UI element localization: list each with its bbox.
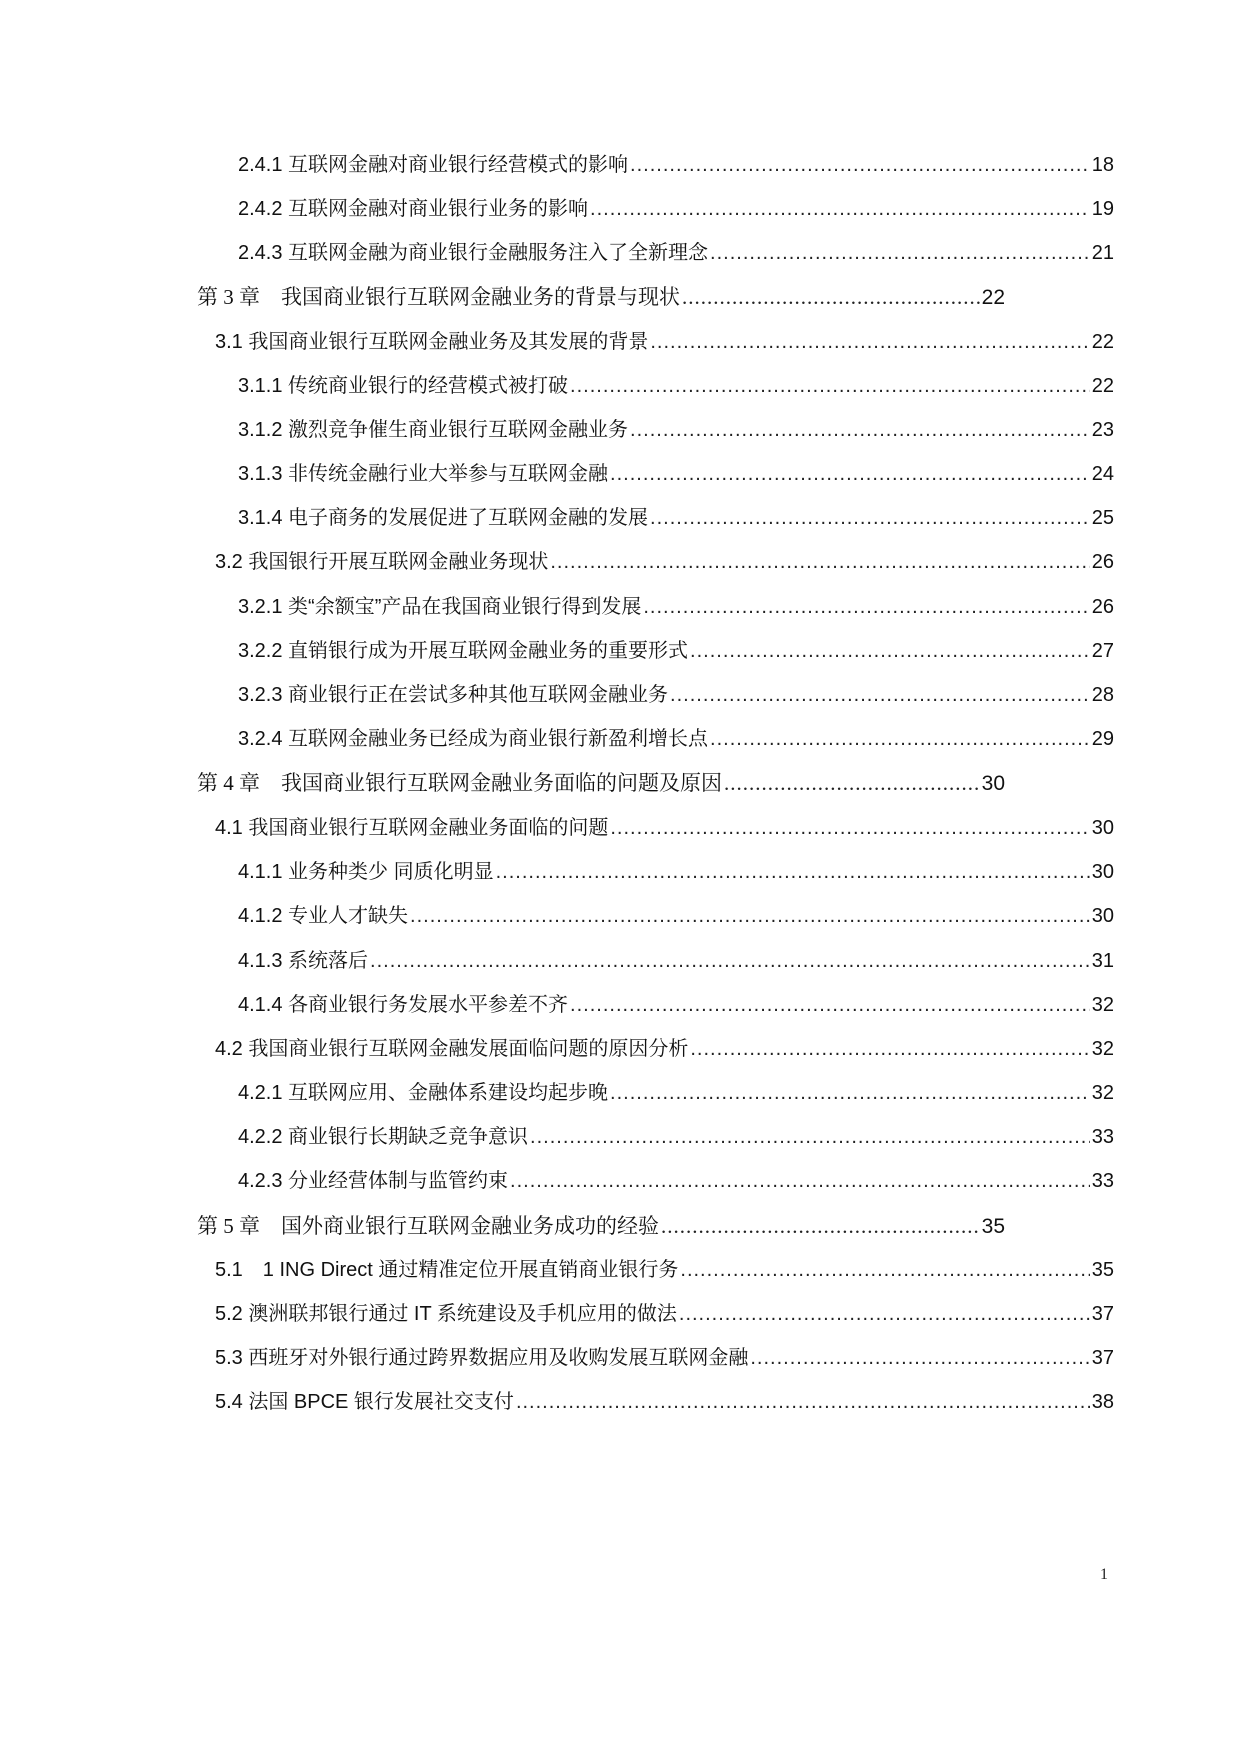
toc-entry-title: 4.1.4 各商业银行务发展水平参差不齐	[238, 994, 569, 1016]
toc-dot-leader	[410, 901, 1090, 931]
toc-entry-title: 3.1 我国商业银行互联网金融业务及其发展的背景	[215, 331, 649, 353]
toc-entry[interactable]	[215, 327, 1114, 357]
toc-entry[interactable]	[238, 857, 1114, 887]
toc-entry-page: 32	[1091, 1038, 1114, 1060]
toc-dot-leader	[679, 1299, 1090, 1329]
toc-dot-leader	[496, 857, 1090, 887]
toc-chapter-page: 35	[981, 1215, 1005, 1238]
toc-entry[interactable]	[238, 901, 1114, 931]
toc-dot-leader	[370, 946, 1090, 976]
toc-entry[interactable]	[215, 547, 1114, 577]
toc-entry-title: 3.1.1 传统商业银行的经营模式被打破	[238, 375, 569, 397]
page-number: 1	[1100, 1566, 1108, 1583]
toc-entry-page: 32	[1091, 994, 1114, 1016]
toc-entry[interactable]	[215, 1343, 1114, 1373]
toc-entry[interactable]	[238, 150, 1114, 180]
toc-entry-page: 38	[1091, 1391, 1114, 1413]
toc-dot-leader	[710, 238, 1090, 268]
toc-entry[interactable]	[238, 946, 1114, 976]
toc-entry-page: 30	[1091, 817, 1114, 839]
toc-entry[interactable]	[215, 1299, 1114, 1329]
toc-chapter-page: 30	[981, 772, 1005, 795]
toc-entry[interactable]	[238, 1166, 1114, 1196]
toc-entry-title: 4.2 我国商业银行互联网金融发展面临问题的原因分析	[215, 1038, 689, 1060]
toc-entry-page: 22	[1091, 331, 1114, 353]
toc-entry-page: 31	[1091, 950, 1114, 972]
toc-dot-leader	[724, 768, 980, 798]
toc-entry-page: 28	[1091, 684, 1114, 706]
toc-dot-leader	[650, 327, 1089, 357]
toc-entry[interactable]	[238, 1078, 1114, 1108]
toc-entry[interactable]	[238, 636, 1114, 666]
toc-entry[interactable]	[215, 1387, 1114, 1417]
toc-entry[interactable]	[238, 503, 1114, 533]
toc-entry[interactable]	[238, 724, 1114, 754]
toc-entry-page: 19	[1091, 198, 1114, 220]
toc-dot-leader	[610, 459, 1090, 489]
toc-entry-title: 5.3 西班牙对外银行通过跨界数据应用及收购发展互联网金融	[215, 1347, 749, 1369]
toc-dot-leader	[680, 1255, 1089, 1285]
toc-entry-title: 4.1.3 系统落后	[238, 950, 369, 972]
toc-entry-page: 33	[1091, 1126, 1114, 1148]
toc-entry[interactable]	[238, 459, 1114, 489]
toc-entry-page: 35	[1091, 1259, 1114, 1281]
toc-dot-leader	[570, 990, 1090, 1020]
toc-dot-leader	[690, 1034, 1089, 1064]
toc-dot-leader	[630, 150, 1090, 180]
toc-entry[interactable]	[238, 1122, 1114, 1152]
toc-entry-page: 26	[1091, 596, 1114, 618]
toc-entry-title: 3.2.4 互联网金融业务已经成为商业银行新盈利增长点	[238, 728, 709, 750]
toc-entry-page: 30	[1091, 905, 1114, 927]
toc-entry-page: 22	[1091, 375, 1114, 397]
toc-entry-title: 5.2 澳洲联邦银行通过 IT 系统建设及手机应用的做法	[215, 1303, 677, 1325]
toc-dot-leader	[630, 415, 1090, 445]
toc-entry-title: 3.1.3 非传统金融行业大举参与互联网金融	[238, 463, 609, 485]
toc-dot-leader	[661, 1211, 980, 1241]
toc-entry-title: 4.2.3 分业经营体制与监管约束	[238, 1170, 509, 1192]
toc-entry-page: 26	[1091, 551, 1114, 573]
toc-dot-leader	[570, 371, 1090, 401]
toc-entry-title: 4.2.2 商业银行长期缺乏竞争意识	[238, 1126, 529, 1148]
toc-entry-title: 4.1 我国商业银行互联网金融业务面临的问题	[215, 817, 609, 839]
toc-entry[interactable]	[238, 680, 1114, 710]
toc-chapter-title: 第 3 章 我国商业银行互联网金融业务的背景与现状	[197, 285, 680, 309]
toc-dot-leader	[610, 1078, 1090, 1108]
toc-entry[interactable]	[238, 238, 1114, 268]
toc-dot-leader	[590, 194, 1090, 224]
toc-entry[interactable]	[238, 371, 1114, 401]
toc-entry-page: 33	[1091, 1170, 1114, 1192]
toc-entry-title: 2.4.3 互联网金融为商业银行金融服务注入了全新理念	[238, 242, 709, 264]
toc-dot-leader	[516, 1387, 1090, 1417]
toc-entry-title: 4.1.1 业务种类少 同质化明显	[238, 861, 494, 883]
toc-entry-page: 23	[1091, 419, 1114, 441]
toc-chapter-page: 22	[981, 286, 1005, 309]
toc-entry-title: 5.1 1 ING Direct 通过精准定位开展直销商业银行务	[215, 1259, 679, 1281]
toc-entry-title: 2.4.1 互联网金融对商业银行经营模式的影响	[238, 154, 629, 176]
toc-chapter-title: 第 5 章 国外商业银行互联网金融业务成功的经验	[197, 1214, 659, 1238]
toc-entry[interactable]	[215, 813, 1114, 843]
toc-entry-title: 3.2.1 类“余额宝”产品在我国商业银行得到发展	[238, 596, 642, 618]
toc-entry-title: 4.1.2 专业人才缺失	[238, 905, 409, 927]
toc-entry[interactable]	[238, 415, 1114, 445]
toc-dot-leader	[510, 1166, 1090, 1196]
toc-dot-leader	[690, 636, 1090, 666]
toc-entry-page: 37	[1091, 1303, 1114, 1325]
toc-entry-page: 27	[1091, 640, 1114, 662]
toc-dot-leader	[643, 592, 1089, 622]
toc-dot-leader	[530, 1122, 1090, 1152]
toc-chapter-entry[interactable]	[197, 282, 1005, 312]
toc-dot-leader	[670, 680, 1090, 710]
toc-dot-leader	[750, 1343, 1089, 1373]
toc-entry-page: 18	[1091, 154, 1114, 176]
toc-dot-leader	[682, 282, 980, 312]
toc-entry-title: 3.1.2 激烈竞争催生商业银行互联网金融业务	[238, 419, 629, 441]
toc-entry-page: 25	[1091, 507, 1114, 529]
toc-dot-leader	[650, 503, 1090, 533]
toc-entry-title: 3.1.4 电子商务的发展促进了互联网金融的发展	[238, 507, 649, 529]
toc-entry-page: 32	[1091, 1082, 1114, 1104]
toc-entry[interactable]	[215, 1034, 1114, 1064]
toc-chapter-entry[interactable]	[197, 768, 1005, 798]
toc-entry-page: 29	[1091, 728, 1114, 750]
toc-entry[interactable]	[238, 194, 1114, 224]
toc-entry[interactable]	[238, 592, 1114, 622]
toc-chapter-entry[interactable]	[197, 1211, 1005, 1241]
toc-entry-title: 5.4 法国 BPCE 银行发展社交支付	[215, 1391, 514, 1413]
toc-entry-title: 3.2.3 商业银行正在尝试多种其他互联网金融业务	[238, 684, 669, 706]
toc-entry-title: 2.4.2 互联网金融对商业银行业务的影响	[238, 198, 589, 220]
toc-entry-title: 4.2.1 互联网应用、金融体系建设均起步晚	[238, 1082, 609, 1104]
toc-chapter-title: 第 4 章 我国商业银行互联网金融业务面临的问题及原因	[197, 771, 722, 795]
toc-entry-title: 3.2 我国银行开展互联网金融业务现状	[215, 551, 549, 573]
toc-dot-leader	[610, 813, 1089, 843]
toc-dot-leader	[710, 724, 1090, 754]
toc-entry[interactable]	[238, 990, 1114, 1020]
toc-entry-page: 21	[1091, 242, 1114, 264]
toc-dot-leader	[550, 547, 1089, 577]
toc-entry-page: 24	[1091, 463, 1114, 485]
toc-entry-page: 30	[1091, 861, 1114, 883]
toc-entry[interactable]	[215, 1255, 1114, 1285]
toc-entry-title: 3.2.2 直销银行成为开展互联网金融业务的重要形式	[238, 640, 689, 662]
toc-entry-page: 37	[1091, 1347, 1114, 1369]
